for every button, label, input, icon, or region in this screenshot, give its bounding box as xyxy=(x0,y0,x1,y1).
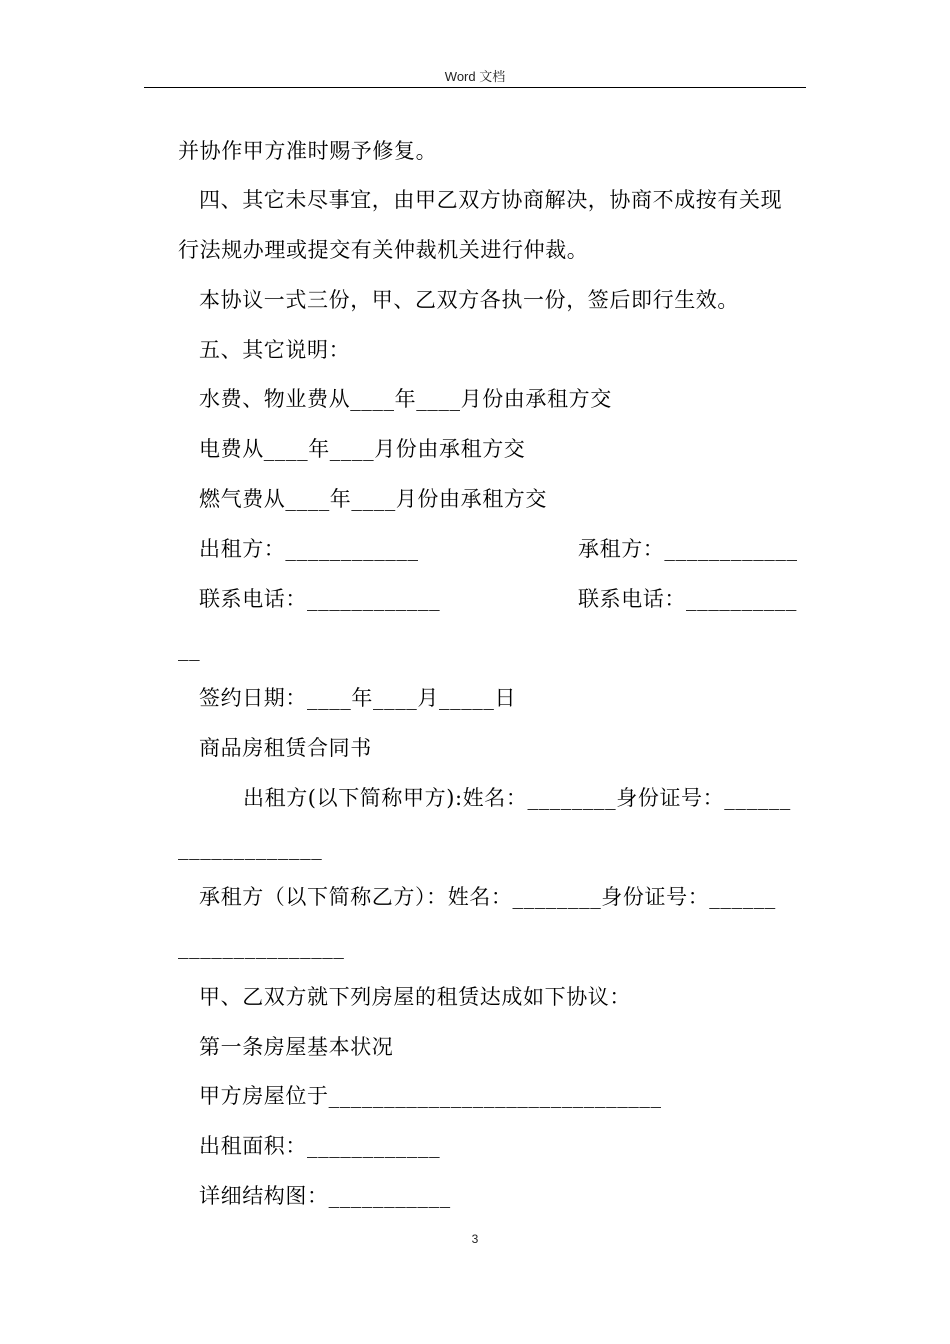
text-line: 出租面积：____________ xyxy=(199,1134,441,1158)
section-heading: 第一条房屋基本状况 xyxy=(199,1035,394,1059)
text-line: _______________ xyxy=(178,935,345,959)
text-line: 五、其它说明： xyxy=(199,338,351,362)
text-line: 详细结构图：___________ xyxy=(199,1184,451,1208)
lessor-signature-line: 出租方：____________ xyxy=(199,537,419,561)
contract-title: 商品房租赁合同书 xyxy=(199,736,372,760)
text-line: 甲方房屋位于______________________________ xyxy=(199,1084,662,1108)
text-line: __ xyxy=(178,637,201,661)
text-line: 燃气费从____年____月份由承租方交 xyxy=(199,487,547,511)
lessor-phone-line: 联系电话：____________ xyxy=(199,587,441,611)
text-line: 并协作甲方准时赐予修复。 xyxy=(178,139,438,163)
text-line: _____________ xyxy=(178,836,323,860)
text-line: 承租方（以下简称乙方）：姓名：________身份证号：______ xyxy=(199,885,776,909)
text-line: 行法规办理或提交有关仲裁机关进行仲裁。 xyxy=(178,238,589,262)
text-line: 四、其它未尽事宜，由甲乙双方协商解决，协商不成按有关现 xyxy=(199,188,783,212)
text-line: 电费从____年____月份由承租方交 xyxy=(199,437,526,461)
sign-date-line: 签约日期：____年____月_____日 xyxy=(199,686,517,710)
lessee-signature-line: 承租方：____________ xyxy=(578,537,798,561)
text-line: 出租方(以下简称甲方):姓名：________身份证号：______ xyxy=(243,786,791,810)
text-line: 本协议一式三份，甲、乙双方各执一份，签后即行生效。 xyxy=(199,288,739,312)
page-number: 3 xyxy=(471,1232,479,1246)
page-header: Word 文档 xyxy=(444,69,506,84)
text-line: 甲、乙双方就下列房屋的租赁达成如下协议： xyxy=(199,985,631,1009)
text-line: 水费、物业费从____年____月份由承租方交 xyxy=(199,387,612,411)
header-rule xyxy=(144,87,806,88)
lessee-phone-line: 联系电话：__________ xyxy=(578,587,797,611)
